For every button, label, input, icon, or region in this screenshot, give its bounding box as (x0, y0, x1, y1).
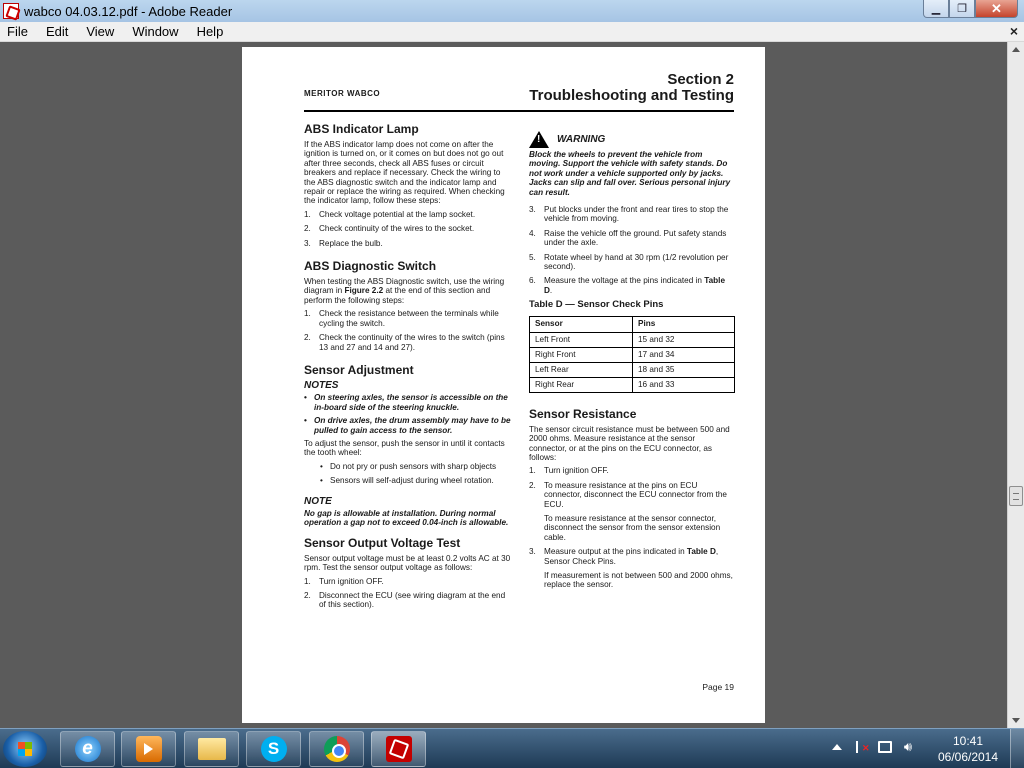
section-title: Troubleshooting and Testing (529, 87, 734, 104)
list-item: • Do not pry or push sensors with sharp objects (320, 461, 497, 471)
close-document-button[interactable]: × (1009, 23, 1018, 39)
table-cell: Right Rear (530, 377, 633, 392)
skype-icon: S (261, 736, 287, 762)
title-bar (0, 0, 1024, 22)
system-clock[interactable] (930, 733, 1006, 765)
list-item: 5. Rotate wheel by hand at 30 rpm (1/2 revolution per second). (529, 252, 729, 272)
heading-diag-switch: ABS Diagnostic Switch (304, 259, 437, 274)
warning-icon: ! (529, 131, 549, 148)
adobe-reader-app-icon[interactable] (3, 3, 19, 19)
system-tray (832, 739, 923, 755)
list-item-extra: To measure resistance at the sensor connector, disconnect the sensor from the sensor extension cable. (544, 513, 721, 542)
table-cell: Right Front (530, 347, 633, 362)
table-cell: Left Front (530, 332, 633, 347)
warning-text: Block the wheels to prevent the vehicle from moving. Support the vehicle with safety stands. Do not work under a vehicle supported only by jacks. Jacks can slip and fall over. Serious personal injury can result. (529, 150, 731, 197)
close-icon: ✕ (991, 0, 1002, 16)
table-cell: 17 and 34 (633, 347, 735, 362)
right-column (529, 131, 735, 595)
taskbar (0, 728, 1024, 768)
menu-file[interactable]: File (7, 24, 28, 39)
table-title: Table D — Sensor Check Pins (529, 299, 664, 311)
action-center-icon[interactable] (854, 739, 870, 755)
list-item-extra: If measurement is not between 500 and 2000 ohms, replace the sensor. (544, 570, 733, 590)
restore-icon: ❐ (957, 3, 967, 15)
file-explorer-icon (198, 738, 226, 760)
table-row (530, 377, 735, 392)
sensor-check-pins-table (529, 316, 735, 393)
list-item: 2. Disconnect the ECU (see wiring diagram at the end of this section). (304, 591, 506, 610)
network-icon[interactable] (877, 739, 893, 755)
menu-bar (0, 22, 1024, 42)
clock-date: 06/06/2014 (937, 750, 999, 764)
taskbar-file-explorer[interactable] (184, 731, 239, 767)
list-item: 6. Measure the voltage at the pins indicated in Table D. (529, 276, 725, 295)
menu-help[interactable]: Help (196, 24, 224, 39)
scroll-down-arrow-icon[interactable] (1012, 718, 1020, 723)
heading-output-test: Sensor Output Voltage Test (304, 535, 461, 550)
taskbar-skype[interactable] (246, 731, 301, 767)
list-item: 2. To measure resistance at the pins on ECU connector, disconnect the ECU connector from the ECU. (529, 480, 727, 509)
windows-logo-icon (18, 742, 32, 756)
window-controls (923, 0, 1018, 18)
table-cell: 15 and 32 (633, 332, 735, 347)
table-cell: 18 and 35 (633, 362, 735, 377)
resistance-body: The sensor circuit resistance must be between 500 and 2000 ohms. Measure resistance at the sensor connector, or at the pins on the ECU connector, as follows: (529, 424, 730, 462)
header-rule (304, 110, 734, 112)
clock-time: 10:41 (952, 734, 984, 748)
abs-lamp-body: If the ABS indicator lamp does not come on after the ignition is turned on, or it comes on but does not go out after three seconds, check all ABS fuses or circuit breakers and replace if necessary. Check the wiring to the ABS diagnostic switch and the indicator lamp and repair or replace the wiring as required. When checking the indicator lamp, follow these steps: (304, 140, 505, 206)
note-heading: NOTE (304, 495, 332, 507)
list-item: 3. Put blocks under the front and rear tires to stop the vehicle from moving. (529, 205, 729, 224)
list-item: 1. Turn ignition OFF. (304, 576, 384, 586)
internet-explorer-icon: e (75, 736, 101, 762)
notes-heading: NOTES (304, 379, 339, 391)
show-desktop-button[interactable] (1010, 729, 1024, 768)
table-cell: Left Rear (530, 362, 633, 377)
adobe-reader-icon (386, 736, 412, 762)
chrome-icon (324, 736, 350, 762)
list-item: 1. Turn ignition OFF. (529, 466, 609, 476)
page-number: Page 19 (702, 682, 734, 692)
vertical-scrollbar[interactable] (1007, 42, 1024, 728)
minimize-icon: ▁ (931, 3, 941, 15)
table-row (530, 332, 735, 347)
left-column (304, 122, 512, 615)
menu-window[interactable]: Window (132, 24, 179, 39)
scroll-up-arrow-icon[interactable] (1012, 47, 1020, 52)
table-row (530, 347, 735, 362)
list-item: 3. Replace the bulb. (304, 238, 383, 248)
menu-view[interactable]: View (86, 24, 115, 39)
heading-sensor-adjustment: Sensor Adjustment (304, 362, 414, 377)
pdf-page (242, 47, 765, 723)
section-number: Section 2 (667, 71, 734, 88)
list-item: • Sensors will self-adjust during wheel rotation. (320, 476, 494, 486)
diag-switch-body: When testing the ABS Diagnostic switch, use the wiring diagram in Figure 2.2 at the end of this section and perform the following steps: (304, 277, 505, 305)
list-item: 3. Measure output at the pins indicated in Table D, Sensor Check Pins. (529, 547, 719, 566)
scrollbar-thumb[interactable] (1009, 486, 1023, 506)
list-item: 2. Check continuity of the wires to the socket. (304, 224, 475, 234)
heading-abs-lamp: ABS Indicator Lamp (304, 122, 419, 136)
table-row (530, 362, 735, 377)
table-header-cell: Pins (633, 316, 735, 332)
list-item: 1. Check voltage potential at the lamp socket. (304, 209, 476, 219)
list-item: • On drive axles, the drum assembly may have to be pulled to gain access to the sensor. (304, 416, 511, 435)
taskbar-internet-explorer[interactable] (60, 731, 115, 767)
warning-title: WARNING (557, 133, 606, 145)
output-test-body: Sensor output voltage must be at least 0.2 volts AC at 30 rpm. Test the sensor output voltage as follows: (304, 553, 511, 573)
table-header-cell: Sensor (530, 316, 633, 332)
close-button[interactable] (975, 0, 1018, 18)
menu-edit[interactable]: Edit (45, 24, 69, 39)
sensor-adj-body: To adjust the sensor, push the sensor in until it contacts the tooth wheel: (304, 438, 505, 458)
media-player-icon (136, 736, 162, 762)
heading-sensor-resistance: Sensor Resistance (529, 406, 637, 421)
note-text: No gap is allowable at installation. During normal operation a gap not to exceed 0.04-inch is allowable. (304, 508, 509, 528)
table-cell: 16 and 33 (633, 377, 735, 392)
start-button[interactable] (3, 731, 47, 767)
taskbar-chrome[interactable] (309, 731, 364, 767)
window-title: wabco 04.03.12.pdf - Adobe Reader (24, 3, 233, 19)
table-header-row (530, 316, 735, 332)
show-hidden-icons-icon[interactable] (832, 744, 842, 750)
taskbar-adobe-reader[interactable] (371, 731, 426, 767)
taskbar-media-player[interactable] (121, 731, 176, 767)
warning-header (529, 131, 735, 148)
list-item: 4. Raise the vehicle off the ground. Put safety stands under the axle. (529, 228, 727, 248)
list-item: 2. Check the continuity of the wires to the switch (pins 13 and 27 and 14 and 27). (304, 333, 505, 352)
volume-icon[interactable]: 🔊︎ (903, 739, 913, 754)
list-item: 1. Check the resistance between the terminals while cycling the switch. (304, 309, 499, 328)
minimize-button[interactable] (923, 0, 949, 18)
list-item: • On steering axles, the sensor is accessible on the in-board side of the steering knuckle. (304, 393, 508, 412)
maximize-button[interactable] (949, 0, 975, 18)
brand-logo: MERITOR WABCO (304, 89, 381, 98)
